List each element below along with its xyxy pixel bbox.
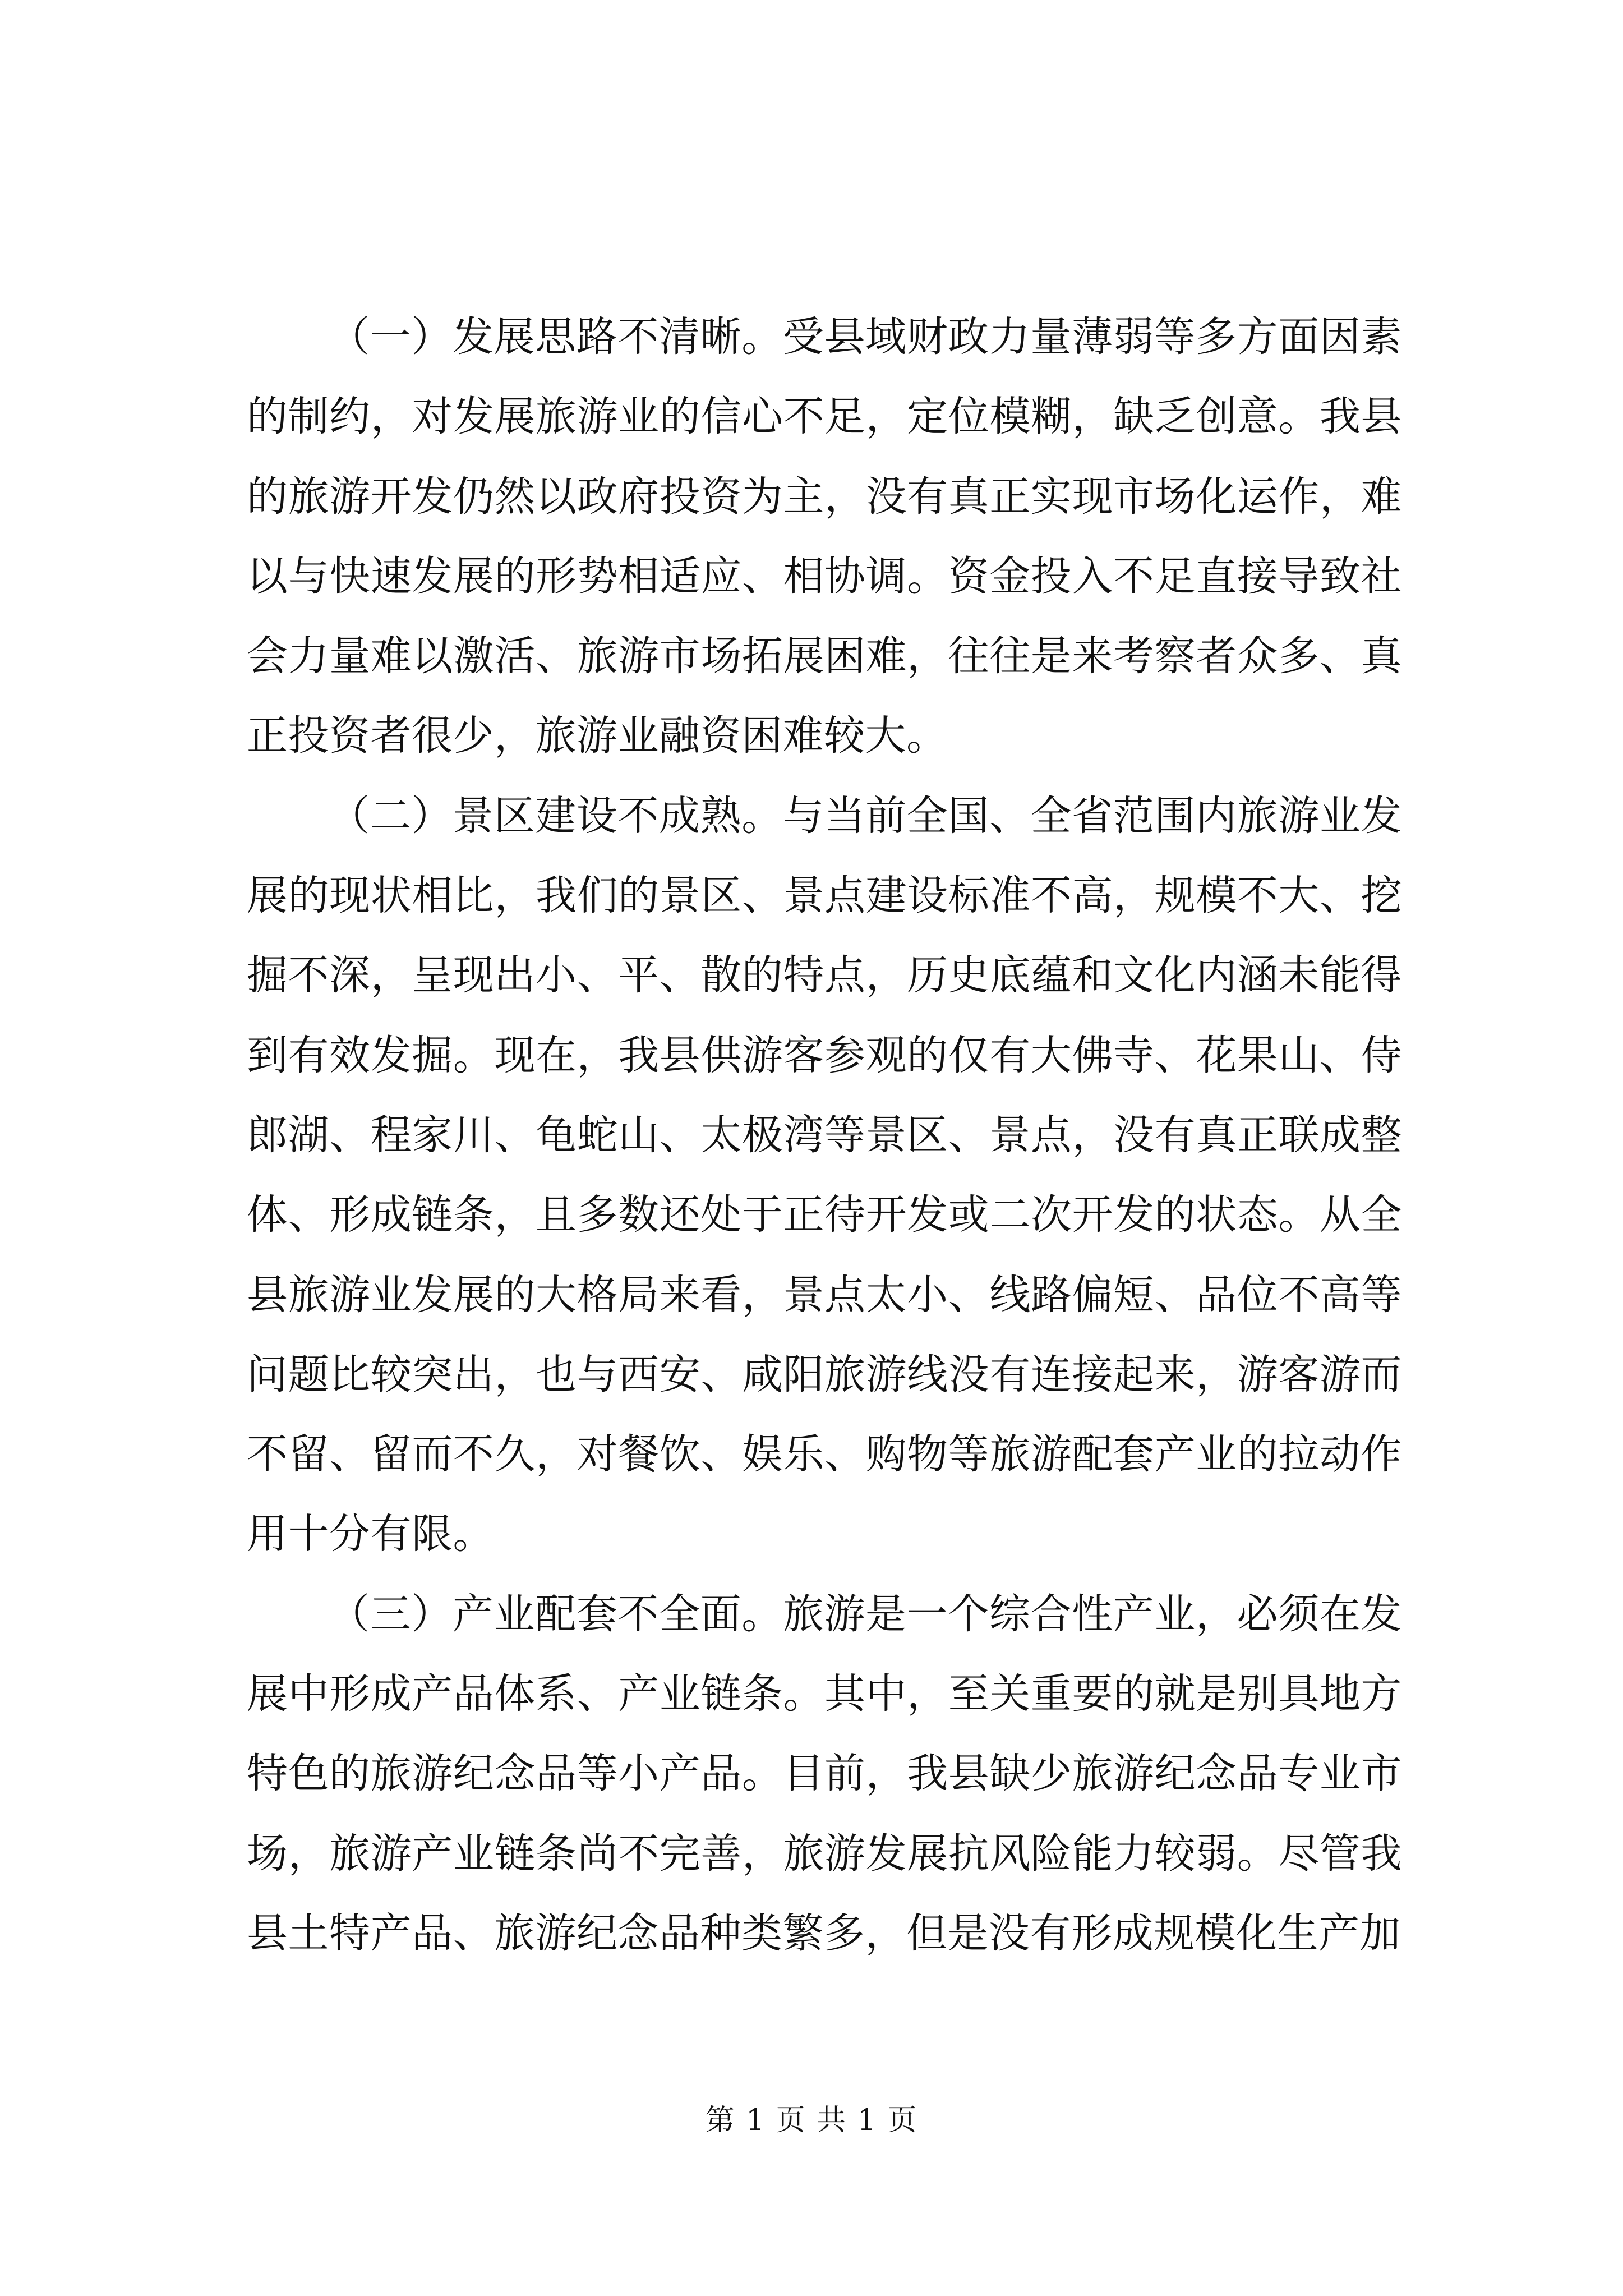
paragraph-2: （二）景区建设不成熟。与当前全国、全省范围内旅游业发展的现状相比，我们的景区、景点建设标准不高，规模不大、挖掘不深，呈现出小、平、散的特点，历史底蕴和文化内涵未能得到有效发掘。现在，我县供游客参观的仅有大佛寺、花果山、侍郎湖、程家川、龟蛇山、太极湾等景区、景点，没有真正联成整体、形成链条，且多数还处于正待开发或二次开发的状态。从全县旅游业发展的大格局来看，景点太小、线路偏短、品位不高等问题比较突出，也与西安、咸阳旅游线没有连接起来，游客游而不留、留而不久，对餐饮、娱乐、购物等旅游配套产业的拉动作用十分有限。: [247, 792, 1402, 1558]
paragraph-3: （三）产业配套不全面。旅游是一个综合性产业，必须在发展中形成产品体系、产业链条。其中，至关重要的就是别具地方特色的旅游纪念品等小产品。目前，我县缺少旅游纪念品专业市场，旅游产业链条尚不完善，旅游发展抗风险能力较弱。尽管我县土特产品、旅游纪念品种类繁多，但是没有形成规模化生产加: [247, 1590, 1402, 1957]
paragraph-1: （一）发展思路不清晰。受县域财政力量薄弱等多方面因素的制约，对发展旅游业的信心不足，定位模糊，缺乏创意。我县的旅游开发仍然以政府投资为主，没有真正实现市场化运作，难以与快速发展的形势相适应、相协调。资金投入不足直接导致社会力量难以激活、旅游市场拓展困难，往往是来考察者众多、真正投资者很少，旅游业融资困难较大。: [247, 313, 1402, 760]
body-text: [247, 297, 1402, 1973]
page-footer: [0, 2101, 1623, 2140]
page-number-label: 第 1 页 共 1 页: [705, 2104, 918, 2137]
